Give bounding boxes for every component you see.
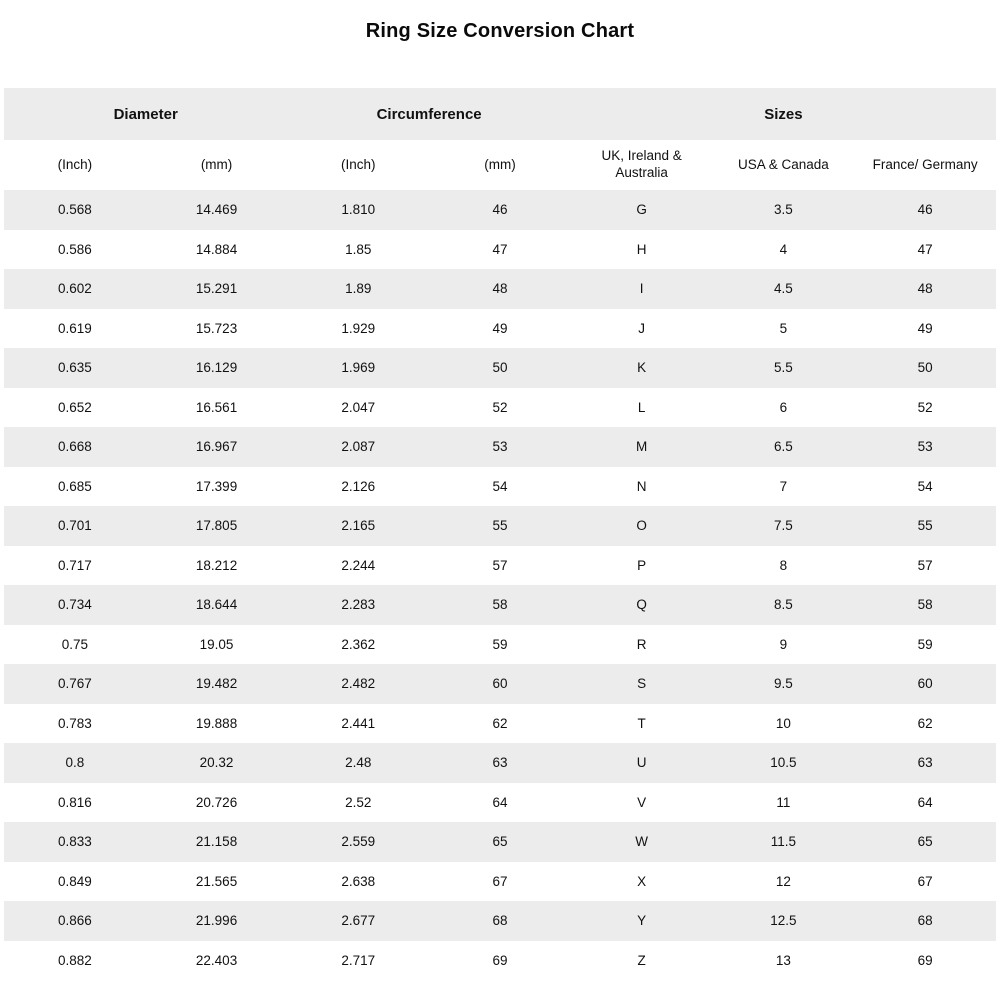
cell: 1.89 (287, 269, 429, 309)
table-row (4, 743, 996, 783)
cell: 0.767 (4, 664, 146, 704)
column-header-diameter-inch: (Inch) (4, 140, 146, 190)
cell: H (571, 230, 713, 270)
cell: 13 (713, 941, 855, 981)
cell: 50 (429, 348, 571, 388)
cell: 0.602 (4, 269, 146, 309)
ring-size-table (4, 88, 996, 980)
cell: 4 (713, 230, 855, 270)
cell: 0.866 (4, 901, 146, 941)
cell: 2.244 (287, 546, 429, 586)
cell: 49 (854, 309, 996, 349)
cell: 0.75 (4, 625, 146, 665)
cell: 49 (429, 309, 571, 349)
cell: 2.283 (287, 585, 429, 625)
cell: 0.734 (4, 585, 146, 625)
cell: 11.5 (713, 822, 855, 862)
cell: 69 (854, 941, 996, 981)
column-group-diameter: Diameter (4, 88, 287, 140)
cell: 18.644 (146, 585, 288, 625)
table-row (4, 822, 996, 862)
table-row (4, 427, 996, 467)
table-header (4, 88, 996, 190)
cell: K (571, 348, 713, 388)
cell: 4.5 (713, 269, 855, 309)
cell: 0.833 (4, 822, 146, 862)
cell: 54 (429, 467, 571, 507)
cell: 0.717 (4, 546, 146, 586)
cell: 6 (713, 388, 855, 428)
cell: 11 (713, 783, 855, 823)
cell: 9 (713, 625, 855, 665)
cell: 57 (429, 546, 571, 586)
cell: 2.047 (287, 388, 429, 428)
cell: 59 (854, 625, 996, 665)
cell: 1.929 (287, 309, 429, 349)
cell: 2.638 (287, 862, 429, 902)
cell: 19.482 (146, 664, 288, 704)
cell: 20.726 (146, 783, 288, 823)
cell: 21.158 (146, 822, 288, 862)
table-row (4, 625, 996, 665)
cell: 5.5 (713, 348, 855, 388)
header-sub-row (4, 140, 996, 190)
cell: I (571, 269, 713, 309)
cell: 54 (854, 467, 996, 507)
cell: 55 (429, 506, 571, 546)
cell: 60 (429, 664, 571, 704)
table-row (4, 546, 996, 586)
cell: M (571, 427, 713, 467)
cell: 65 (429, 822, 571, 862)
cell: Z (571, 941, 713, 981)
cell: 0.586 (4, 230, 146, 270)
cell: J (571, 309, 713, 349)
cell: 0.849 (4, 862, 146, 902)
cell: 6.5 (713, 427, 855, 467)
cell: 21.565 (146, 862, 288, 902)
cell: 15.291 (146, 269, 288, 309)
cell: 17.399 (146, 467, 288, 507)
cell: 14.884 (146, 230, 288, 270)
cell: 68 (429, 901, 571, 941)
cell: 2.087 (287, 427, 429, 467)
page-title: Ring Size Conversion Chart (365, 20, 635, 42)
cell: 14.469 (146, 190, 288, 230)
cell: 64 (429, 783, 571, 823)
cell: 47 (429, 230, 571, 270)
cell: 21.996 (146, 901, 288, 941)
cell: 3.5 (713, 190, 855, 230)
cell: 2.441 (287, 704, 429, 744)
column-header-uk-ireland-australia: UK, Ireland & Australia (571, 140, 713, 190)
cell: 57 (854, 546, 996, 586)
cell: 8.5 (713, 585, 855, 625)
cell: 58 (854, 585, 996, 625)
cell: 16.561 (146, 388, 288, 428)
cell: 67 (854, 862, 996, 902)
cell: 47 (854, 230, 996, 270)
column-header-diameter-mm: (mm) (146, 140, 288, 190)
cell: 60 (854, 664, 996, 704)
cell: 2.362 (287, 625, 429, 665)
cell: 1.810 (287, 190, 429, 230)
cell: 2.126 (287, 467, 429, 507)
cell: W (571, 822, 713, 862)
cell: 0.8 (4, 743, 146, 783)
cell: 20.32 (146, 743, 288, 783)
cell: 0.652 (4, 388, 146, 428)
cell: 63 (429, 743, 571, 783)
cell: 48 (854, 269, 996, 309)
table-row (4, 783, 996, 823)
cell: 8 (713, 546, 855, 586)
cell: 2.48 (287, 743, 429, 783)
cell: 5 (713, 309, 855, 349)
table-row (4, 388, 996, 428)
cell: 12.5 (713, 901, 855, 941)
cell: 1.969 (287, 348, 429, 388)
cell: 19.05 (146, 625, 288, 665)
cell: P (571, 546, 713, 586)
cell: S (571, 664, 713, 704)
cell: 0.619 (4, 309, 146, 349)
table-row (4, 704, 996, 744)
cell: 0.635 (4, 348, 146, 388)
cell: 62 (854, 704, 996, 744)
cell: Y (571, 901, 713, 941)
cell: 16.967 (146, 427, 288, 467)
column-group-circumference: Circumference (287, 88, 570, 140)
cell: 2.482 (287, 664, 429, 704)
cell: 50 (854, 348, 996, 388)
cell: 15.723 (146, 309, 288, 349)
cell: 0.568 (4, 190, 146, 230)
column-header-circumference-inch: (Inch) (287, 140, 429, 190)
table-row (4, 269, 996, 309)
column-group-sizes: Sizes (571, 88, 996, 140)
cell: U (571, 743, 713, 783)
cell: 10.5 (713, 743, 855, 783)
cell: 2.165 (287, 506, 429, 546)
cell: 53 (854, 427, 996, 467)
table-row (4, 506, 996, 546)
cell: 0.701 (4, 506, 146, 546)
column-header-circumference-mm: (mm) (429, 140, 571, 190)
cell: L (571, 388, 713, 428)
cell: 7.5 (713, 506, 855, 546)
header-group-row (4, 88, 996, 140)
table-row (4, 467, 996, 507)
cell: 19.888 (146, 704, 288, 744)
cell: 52 (854, 388, 996, 428)
table-row (4, 941, 996, 981)
table-row (4, 862, 996, 902)
table-row (4, 309, 996, 349)
cell: 17.805 (146, 506, 288, 546)
table-row (4, 348, 996, 388)
cell: 69 (429, 941, 571, 981)
cell: 18.212 (146, 546, 288, 586)
cell: 16.129 (146, 348, 288, 388)
cell: 52 (429, 388, 571, 428)
cell: 2.677 (287, 901, 429, 941)
cell: 2.52 (287, 783, 429, 823)
cell: 48 (429, 269, 571, 309)
cell: 2.559 (287, 822, 429, 862)
table-row (4, 190, 996, 230)
cell: 46 (854, 190, 996, 230)
column-header-usa-canada: USA & Canada (713, 140, 855, 190)
cell: 22.403 (146, 941, 288, 981)
cell: 46 (429, 190, 571, 230)
cell: 67 (429, 862, 571, 902)
cell: 10 (713, 704, 855, 744)
cell: O (571, 506, 713, 546)
cell: 63 (854, 743, 996, 783)
cell: 0.816 (4, 783, 146, 823)
cell: 2.717 (287, 941, 429, 981)
cell: X (571, 862, 713, 902)
cell: 68 (854, 901, 996, 941)
cell: 0.882 (4, 941, 146, 981)
table-body (4, 190, 996, 980)
cell: 64 (854, 783, 996, 823)
cell: Q (571, 585, 713, 625)
cell: 9.5 (713, 664, 855, 704)
cell: 12 (713, 862, 855, 902)
column-header-france-germany: France/ Germany (854, 140, 996, 190)
table-row (4, 664, 996, 704)
cell: 0.783 (4, 704, 146, 744)
cell: 55 (854, 506, 996, 546)
cell: 0.685 (4, 467, 146, 507)
table-row (4, 901, 996, 941)
cell: 65 (854, 822, 996, 862)
cell: 1.85 (287, 230, 429, 270)
cell: V (571, 783, 713, 823)
cell: 53 (429, 427, 571, 467)
cell: 62 (429, 704, 571, 744)
cell: N (571, 467, 713, 507)
table-row (4, 585, 996, 625)
cell: 0.668 (4, 427, 146, 467)
cell: 7 (713, 467, 855, 507)
table-row (4, 230, 996, 270)
cell: 59 (429, 625, 571, 665)
cell: 58 (429, 585, 571, 625)
cell: R (571, 625, 713, 665)
cell: T (571, 704, 713, 744)
cell: G (571, 190, 713, 230)
